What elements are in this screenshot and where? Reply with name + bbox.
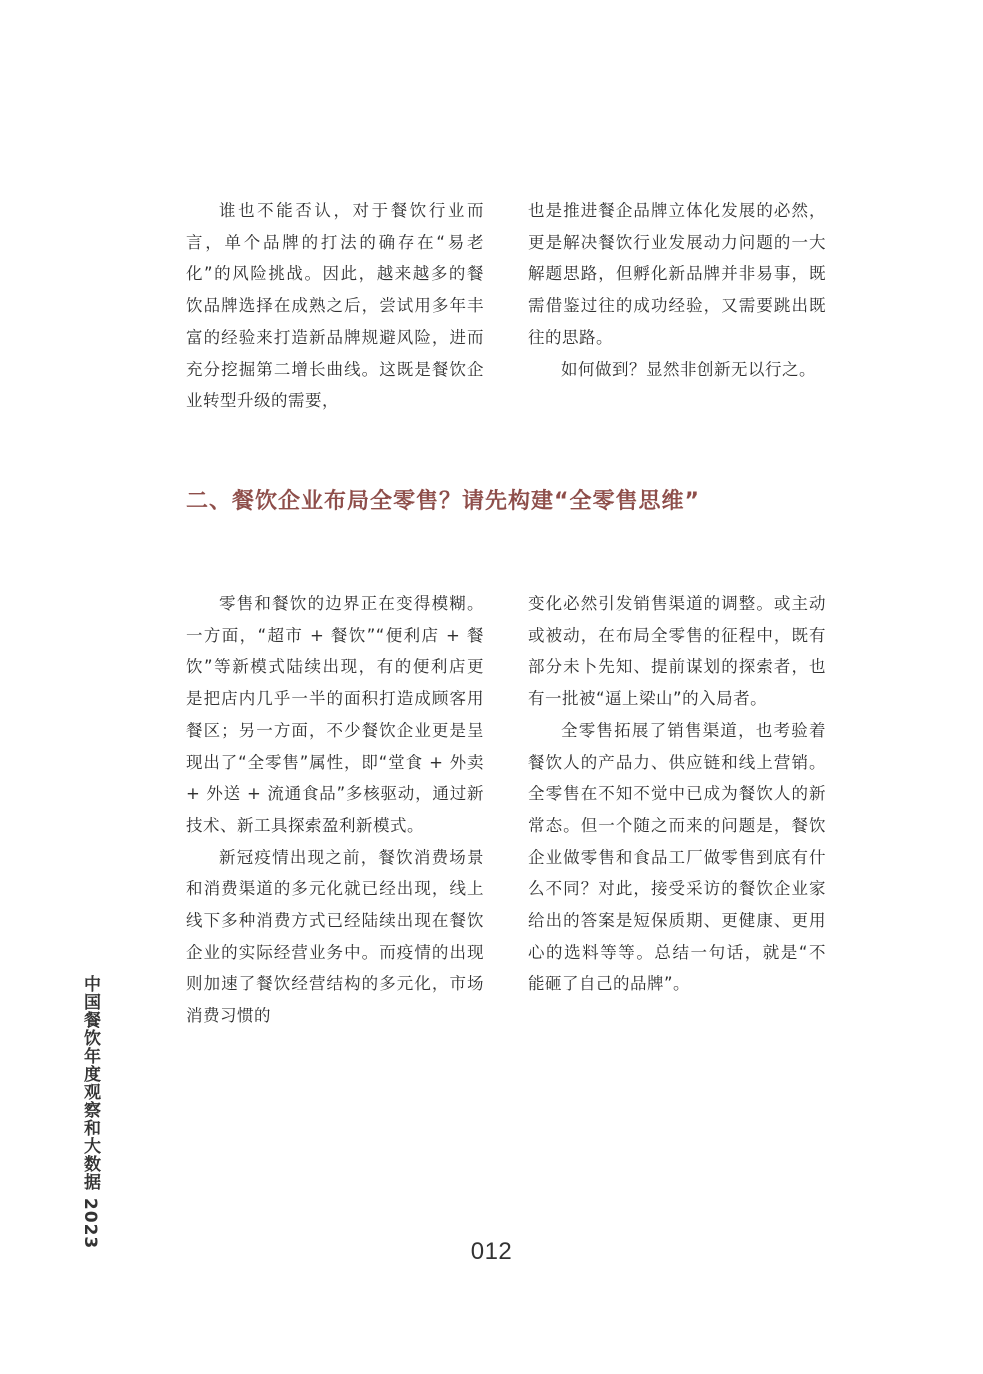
section2-right-column	[528, 588, 826, 1000]
body-paragraph: 全零售拓展了销售渠道，也考验着餐饮人的产品力、供应链和线上营销。全零售在不知不觉中已成为餐饮人的新常态。但一个随之而来的问题是，餐饮企业做零售和食品工厂做零售到底有什么不同？对此，接受采访的餐饮企业家给出的答案是短保质期、更健康、更用心的选料等等。总结一句话，就是“不能砸了自己的品牌”。	[528, 720, 826, 994]
body-paragraph: 如何做到？显然非创新无以行之。	[561, 359, 816, 379]
body-paragraph: 谁也不能否认，对于餐饮行业而言，单个品牌的打法的确存在“易老化”的风险挑战。因此，越来越多的餐饮品牌选择在成熟之后，尝试用多年丰富的经验来打造新品牌规避风险，进而充分挖掘第二增长曲线。这既是餐饮企业转型升级的需要，	[186, 201, 484, 411]
section-heading: 二、餐饮企业布局全零售？请先构建“全零售思维”	[186, 489, 700, 514]
publication-side-title: 中国餐饮年度观察和大数据 2023	[80, 975, 100, 1250]
page-number: 012	[470, 1238, 513, 1265]
body-paragraph: 零售和餐饮的边界正在变得模糊。一方面，“超市 + 餐饮”“便利店 + 餐饮”等新模式陆续出现，有的便利店更是把店内几乎一半的面积打造成顾客用餐区；另一方面，不少餐饮企业更是呈现出了“全零售”属性，即“堂食 + 外卖 + 外送 + 流通食品”多核驱动，通过新技术、新工具探索盈利新模式。	[186, 594, 484, 835]
section1-left-column	[186, 195, 484, 417]
body-paragraph: 新冠疫情出现之前，餐饮消费场景和消费渠道的多元化就已经出现，线上线下多种消费方式已经陆续出现在餐饮企业的实际经营业务中。而疫情的出现则加速了餐饮经营结构的多元化，市场消费习惯的	[186, 847, 484, 1026]
section2-left-column	[186, 588, 484, 1032]
section1-right-column	[528, 195, 826, 385]
body-paragraph-continuation: 也是推进餐企品牌立体化发展的必然，更是解决餐饮行业发展动力问题的一大解题思路，但孵化新品牌并非易事，既需借鉴过往的成功经验，又需要跳出既往的思路。	[528, 201, 826, 347]
body-paragraph-continuation: 变化必然引发销售渠道的调整。或主动或被动，在布局全零售的征程中，既有部分未卜先知、提前谋划的探索者，也有一批被“逼上梁山”的入局者。	[528, 594, 826, 709]
